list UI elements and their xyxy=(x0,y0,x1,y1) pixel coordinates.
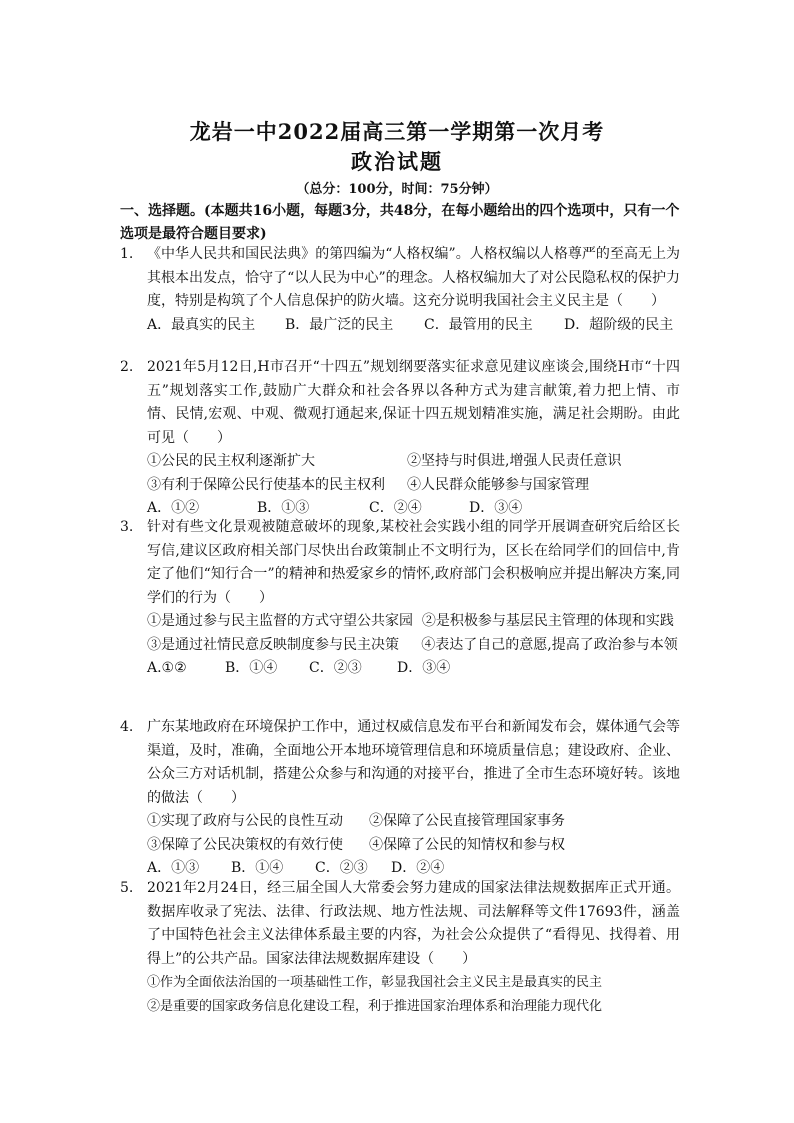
question-number: 3. xyxy=(120,519,134,535)
choice-a: A．①③ xyxy=(147,860,200,876)
question-stem: 广东某地政府在环境保护工作中，通过权威信息发布平台和新闻发布会，媒体通气会等渠道，及时，准确，全面地公开本地环境管理信息和环境质量信息；建设政府、企业、公众三方对话机制，搭建公众参与和沟通的对接平台，推进了全市生态环境好转。该地的做法（ ） xyxy=(147,719,680,806)
item-1: ①公民的民主权利逐渐扩大 xyxy=(147,453,315,469)
question-3 xyxy=(120,516,680,681)
item-row xyxy=(120,834,680,858)
choice-d: D．③④ xyxy=(397,660,451,676)
exam-title: 龙岩一中2022届高三第一学期第一次月考 xyxy=(189,119,605,144)
choice-b: B．①③ xyxy=(257,500,310,516)
choice-d: D．超阶级的民主 xyxy=(564,316,674,333)
choice-row xyxy=(120,657,680,681)
item-4: ④保障了公民的知情权和参与权 xyxy=(369,836,565,853)
item-3: ③保障了公民决策权的有效行使 xyxy=(147,836,343,853)
question-stem: 《中华人民共和国民法典》的第四编为“人格权编”。人格权编以人格尊严的至高无上为其根本出发点，恰守了“以人民为中心”的理念。人格权编加大了对公民隐私权的保护力度，特别是构筑了个人信息保护的防火墙。这充分说明我国社会主义民主是（ ） xyxy=(147,246,680,309)
item-4: ④人民群众能够参与国家管理 xyxy=(407,476,589,493)
item-1: ①实现了政府与公民的良性互动 xyxy=(147,813,343,829)
choice-c: C．②④ xyxy=(369,500,422,516)
subject-title: 政治试题 xyxy=(351,149,443,174)
item-2: ②坚持与时俱进,增强人民责任意识 xyxy=(407,453,622,469)
item-1: ①是通过参与民主监督的方式守望公共家园 xyxy=(147,613,413,629)
question-1 xyxy=(120,243,680,337)
choice-b: B．①④ xyxy=(231,860,284,876)
choice-c: C．最管用的民主 xyxy=(424,316,533,333)
choice-b: B．最广泛的民主 xyxy=(285,316,394,333)
item-row xyxy=(120,810,680,834)
question-stem: 2021年2月24日，经三届全国人大常委会努力建成的国家法律法规数据库正式开通。数据库收录了宪法、法律、行政法规、地方性法规、司法解释等文件17693件，涵盖了中国特色社会主义法律体系最主要的内容，为社会公众提供了“看得见、找得着、用得上”的公共产品。国家法律法规数据库建设（ ） xyxy=(147,880,680,967)
item-row xyxy=(120,474,680,498)
choice-row xyxy=(120,314,680,338)
choice-b: B．①④ xyxy=(225,660,278,676)
item-2: ②是重要的国家政务信息化建设工程，利于推进国家治理体系和治理能力现代化 xyxy=(147,998,603,1014)
item-3: ③是通过社情民意反映制度参与民主决策 xyxy=(147,636,399,653)
choice-c: C．②③ xyxy=(315,860,368,876)
question-stem: 2021年5月12日,H市召开“十四五”规划纲要落实征求意见建议座谈会,围绕H市“十四五”规划落实工作,鼓励广大群众和社会各界以各种方式为建言献策,着力把上情、市情、民情,宏观、中观、微观打通起来,保证十四五规划精准实施，满足社会期盼。由此可见（ ） xyxy=(147,359,680,446)
question-stem: 针对有些文化景观被随意破坏的现象,某校社会实践小组的同学开展调查研究后给区长写信,建议区政府相关部门尽快出台政策制止不文明行为，区长在给同学们的回信中,肯定了他们“知行合一”的精神和热爱家乡的情怀,政府部门会积极响应并提出解决方案,同学们的行为（ ） xyxy=(147,519,680,606)
item-row xyxy=(120,634,680,658)
item-2: ②是积极参与基层民主管理的体现和实践 xyxy=(421,613,674,629)
section-heading: 一、选择题。(本题共16小题，每题3分，共48分，在每小题给出的四个选项中，只有一个选项是最符合题目要求) xyxy=(120,203,680,242)
item-3: ③有利于保障公民行使基本的民主权利 xyxy=(147,476,385,493)
item-1: ①作为全面依法治国的一项基础性工作，彰显我国社会主义民主是最真实的民主 xyxy=(147,975,603,990)
question-5 xyxy=(120,877,680,1018)
choice-a: A．最真实的民主 xyxy=(147,316,256,333)
question-number: 1. xyxy=(120,246,134,262)
question-4 xyxy=(120,716,680,881)
choice-d: D．③④ xyxy=(469,500,523,516)
question-number: 2. xyxy=(120,359,134,375)
item-2: ②保障了公民直接管理国家事务 xyxy=(369,813,565,829)
exam-info: （总分：100分，时间：75分钟） xyxy=(296,182,498,197)
choice-c: C．②③ xyxy=(309,660,362,676)
question-number: 4. xyxy=(120,719,134,735)
question-2 xyxy=(120,356,680,521)
item-row xyxy=(120,610,680,634)
choice-a: A.①② xyxy=(147,660,187,676)
choice-d: D．②④ xyxy=(391,860,445,876)
item-4: ④表达了自己的意愿,提高了政治参与本领 xyxy=(421,636,678,653)
question-number: 5. xyxy=(120,880,134,896)
choice-a: A．①② xyxy=(147,500,200,516)
item-row xyxy=(120,450,680,474)
